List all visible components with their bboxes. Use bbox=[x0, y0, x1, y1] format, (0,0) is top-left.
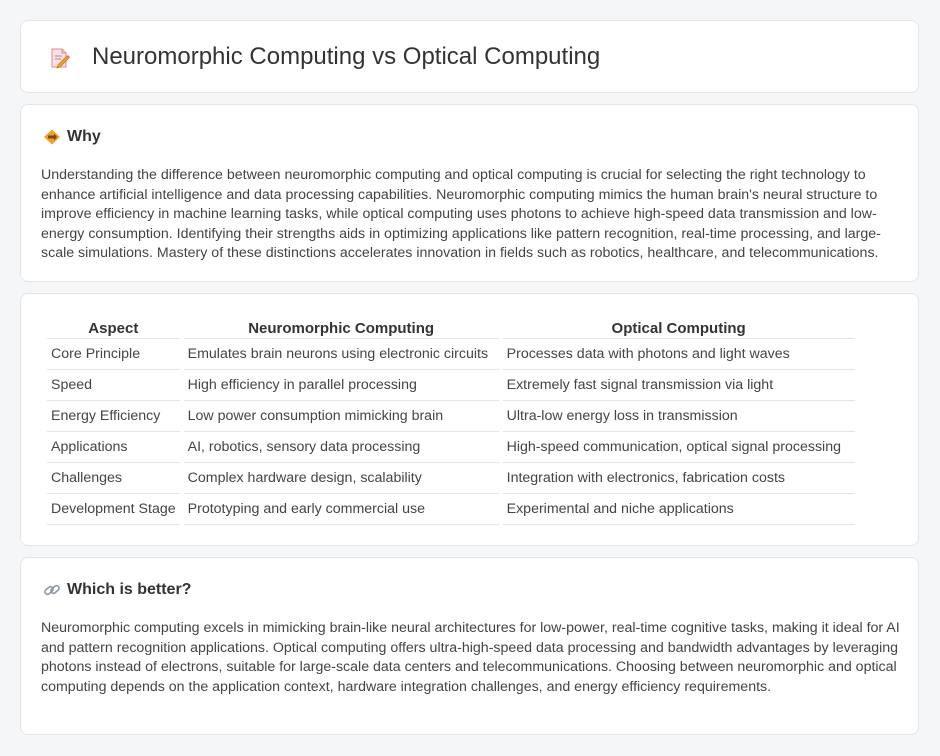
header-optical: Optical Computing bbox=[503, 314, 855, 339]
cell-optical: Ultra-low energy loss in transmission bbox=[503, 401, 855, 432]
cell-aspect: Development Stage bbox=[47, 494, 180, 525]
why-title: Why bbox=[67, 128, 101, 145]
cell-optical: Processes data with photons and light waves bbox=[503, 339, 855, 370]
cell-aspect: Core Principle bbox=[47, 339, 180, 370]
table-row bbox=[47, 463, 855, 494]
cell-aspect: Challenges bbox=[47, 463, 180, 494]
table-row bbox=[47, 370, 855, 401]
cell-neuromorphic: Emulates brain neurons using electronic circuits bbox=[184, 339, 499, 370]
comparison-table bbox=[43, 314, 859, 525]
table-row bbox=[47, 401, 855, 432]
cell-neuromorphic: Low power consumption mimicking brain bbox=[184, 401, 499, 432]
table-row bbox=[47, 432, 855, 463]
comparison-section bbox=[20, 293, 919, 546]
link-icon bbox=[43, 582, 61, 598]
cell-neuromorphic: AI, robotics, sensory data processing bbox=[184, 432, 499, 463]
header-card bbox=[20, 20, 919, 93]
why-body: Understanding the difference between neuromorphic computing and optical computing is crucial for selecting the right technology to enhance artificial intelligence and data processing capabilities. Neuromorphic computing mimics the human brain's neural structure to improve efficiency in machine learning tasks, while optical computing uses photons to achieve high-speed data transmission and low-energy consumption. Identifying their strengths aids in optimizing applications like pattern recognition, real-time processing, and large-scale simulations. Mastery of these distinctions accelerates innovation in fields such as robotics, healthcare, and telecommunications. bbox=[41, 167, 881, 261]
table-row bbox=[47, 494, 855, 525]
cell-neuromorphic: Complex hardware design, scalability bbox=[184, 463, 499, 494]
better-title: Which is better? bbox=[67, 581, 192, 598]
header-neuromorphic: Neuromorphic Computing bbox=[184, 314, 499, 339]
cell-optical: High-speed communication, optical signal processing bbox=[503, 432, 855, 463]
cell-neuromorphic: Prototyping and early commercial use bbox=[184, 494, 499, 525]
cell-aspect: Applications bbox=[47, 432, 180, 463]
cell-optical: Integration with electronics, fabrication costs bbox=[503, 463, 855, 494]
table-header-row bbox=[47, 314, 855, 339]
diamond-sign-icon bbox=[43, 129, 61, 145]
document-pencil-icon bbox=[49, 47, 71, 69]
better-body: Neuromorphic computing excels in mimicking brain-like neural architectures for low-power, real-time cognitive tasks, making it ideal for AI and pattern recognition applications. Optical computing offers ultra-high-speed data processing and bandwidth advantages by leveraging photons instead of electrons, suitable for large-scale data centers and telecommunications. Choosing between neuromorphic and optical computing depends on the application context, hardware integration challenges, and energy efficiency requirements. bbox=[41, 620, 900, 695]
why-section bbox=[20, 104, 919, 282]
header-aspect: Aspect bbox=[47, 314, 180, 339]
cell-aspect: Energy Efficiency bbox=[47, 401, 180, 432]
cell-neuromorphic: High efficiency in parallel processing bbox=[184, 370, 499, 401]
which-is-better-section bbox=[20, 557, 919, 735]
cell-optical: Experimental and niche applications bbox=[503, 494, 855, 525]
page-title: Neuromorphic Computing vs Optical Computing bbox=[92, 43, 601, 70]
cell-optical: Extremely fast signal transmission via light bbox=[503, 370, 855, 401]
table-row bbox=[47, 339, 855, 370]
cell-aspect: Speed bbox=[47, 370, 180, 401]
